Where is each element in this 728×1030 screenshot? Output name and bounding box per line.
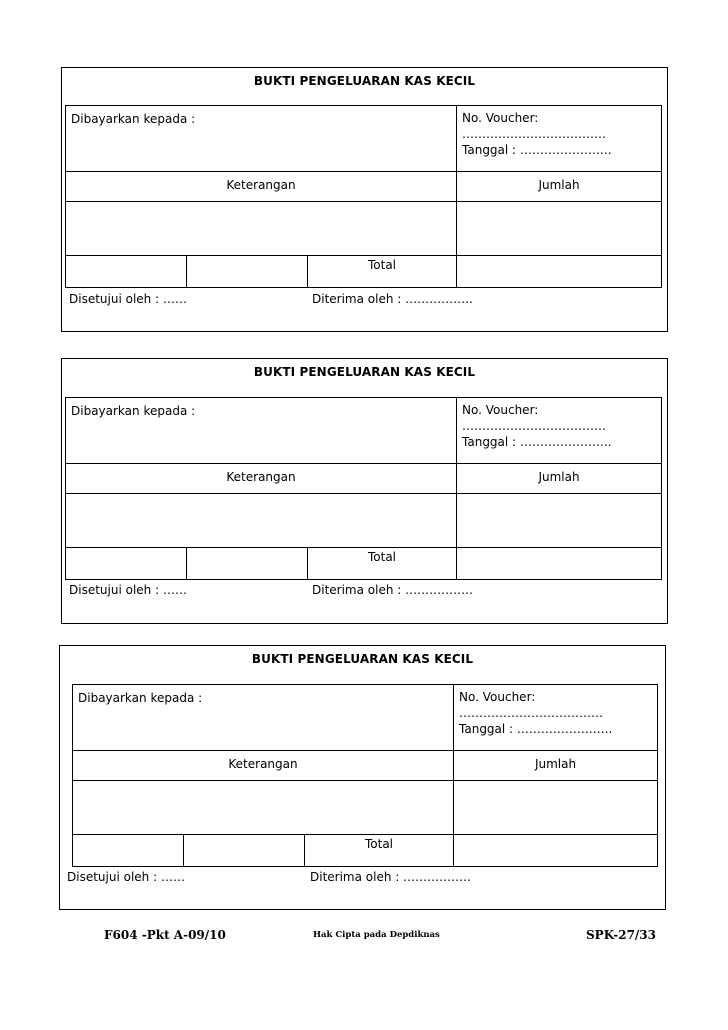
amount-header: Jumlah — [457, 464, 662, 494]
voucher-title: BUKTI PENGELUARAN KAS KECIL — [253, 365, 476, 379]
total-amount-cell[interactable] — [457, 548, 662, 580]
voucher-table — [72, 684, 658, 867]
paid-to-label: Dibayarkan kepada : — [78, 691, 203, 705]
amount-entry[interactable] — [454, 781, 658, 835]
blank-cell — [187, 548, 308, 580]
document-code: F604 -Pkt A-09/10 — [104, 928, 226, 942]
paid-to-label: Dibayarkan kepada : — [71, 112, 196, 126]
voucher-info-cell[interactable] — [457, 106, 662, 172]
voucher-title: BUKTI PENGELUARAN KAS KECIL — [251, 652, 474, 666]
total-label: Total — [305, 835, 454, 867]
voucher-no-value: ……………………………… — [459, 706, 604, 720]
voucher-no-value: ……………………………… — [462, 419, 607, 433]
voucher-form-3 — [59, 645, 666, 910]
voucher-table — [65, 397, 662, 580]
received-by: Diterima oleh : …………….. — [310, 870, 471, 884]
description-entry[interactable] — [66, 494, 457, 548]
approved-by: Disetujui oleh : …… — [67, 870, 185, 884]
amount-header: Jumlah — [457, 172, 662, 202]
voucher-table — [65, 105, 662, 288]
description-header: Keterangan — [66, 464, 457, 494]
amount-header: Jumlah — [454, 751, 658, 781]
date-label: Tanggal : ………………….. — [462, 143, 612, 157]
voucher-info-cell[interactable] — [457, 398, 662, 464]
received-by: Diterima oleh : …………….. — [312, 583, 473, 597]
description-header: Keterangan — [73, 751, 454, 781]
blank-cell — [184, 835, 305, 867]
approved-by: Disetujui oleh : …… — [69, 292, 187, 306]
voucher-no-label: No. Voucher: — [462, 403, 539, 417]
paid-to-cell[interactable] — [66, 106, 457, 172]
date-label: Tanggal : ……………….….. — [459, 722, 613, 736]
total-amount-cell[interactable] — [457, 256, 662, 288]
total-label: Total — [308, 548, 457, 580]
date-label: Tanggal : ………………….. — [462, 435, 612, 449]
paid-to-cell[interactable] — [66, 398, 457, 464]
amount-entry[interactable] — [457, 494, 662, 548]
total-label: Total — [308, 256, 457, 288]
voucher-no-label: No. Voucher: — [462, 111, 539, 125]
voucher-form-1 — [61, 67, 668, 332]
paid-to-cell[interactable] — [73, 685, 454, 751]
approved-by: Disetujui oleh : …… — [69, 583, 187, 597]
blank-cell — [73, 835, 184, 867]
page-number: SPK-27/33 — [586, 928, 657, 942]
voucher-no-label: No. Voucher: — [459, 690, 536, 704]
voucher-title: BUKTI PENGELUARAN KAS KECIL — [253, 74, 476, 88]
voucher-form-2 — [61, 358, 668, 624]
total-amount-cell[interactable] — [454, 835, 658, 867]
blank-cell — [66, 548, 187, 580]
voucher-info-cell[interactable] — [454, 685, 658, 751]
voucher-no-value: ……………………………… — [462, 127, 607, 141]
description-entry[interactable] — [73, 781, 454, 835]
blank-cell — [187, 256, 308, 288]
paid-to-label: Dibayarkan kepada : — [71, 404, 196, 418]
description-header: Keterangan — [66, 172, 457, 202]
received-by: Diterima oleh : …………….. — [312, 292, 473, 306]
amount-entry[interactable] — [457, 202, 662, 256]
copyright-notice: Hak Cipta pada Depdiknas — [313, 930, 440, 940]
description-entry[interactable] — [66, 202, 457, 256]
blank-cell — [66, 256, 187, 288]
